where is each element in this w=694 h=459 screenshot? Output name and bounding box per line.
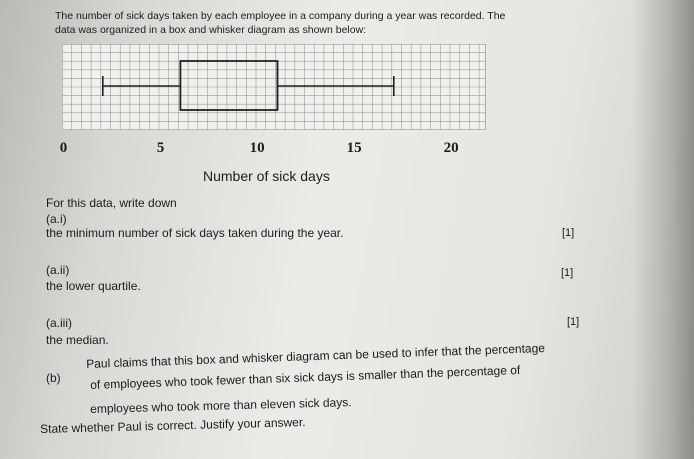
questions-prompt: For this data, write down xyxy=(46,196,177,210)
question-a2-label: (a.ii) xyxy=(46,263,70,277)
question-a2-text: the lower quartile. xyxy=(46,279,141,293)
question-a1-text: the minimum number of sick days taken during the year. xyxy=(46,226,344,240)
question-a1-mark: [1] xyxy=(562,227,575,239)
x-tick-label: 5 xyxy=(156,140,165,156)
question-a3-mark: [1] xyxy=(567,316,580,328)
question-a3-label: (a.iii) xyxy=(46,316,72,330)
question-b-line-3: employees who took more than eleven sick days. xyxy=(90,395,352,416)
box-plot-svg xyxy=(62,44,486,130)
question-b-line-4: State whether Paul is correct. Justify your answer. xyxy=(40,415,306,436)
x-tick-label: 0 xyxy=(59,140,68,156)
question-b-label: (b) xyxy=(46,371,61,385)
question-b-line-2: of employees who took fewer than six sick days is smaller than the percentage of xyxy=(90,362,521,392)
x-tick-label: 10 xyxy=(249,140,265,156)
question-a1-label: (a.i) xyxy=(46,212,67,226)
intro-line-1: The number of sick days taken by each employee in a company during a year was recorded. The xyxy=(55,10,506,22)
box-plot-chart xyxy=(62,44,486,130)
x-tick-label: 20 xyxy=(443,140,459,156)
question-a2-mark: [1] xyxy=(561,267,574,279)
question-b-line-1: Paul claims that this box and whisker diagram can be used to infer that the percentage xyxy=(86,340,546,371)
x-tick-label: 15 xyxy=(346,140,362,156)
question-a3-text: the median. xyxy=(46,333,109,347)
x-axis-title: Number of sick days xyxy=(203,168,330,184)
page-edge-shadow xyxy=(632,0,694,459)
intro-line-2: data was organized in a box and whisker diagram as shown below: xyxy=(55,24,367,36)
